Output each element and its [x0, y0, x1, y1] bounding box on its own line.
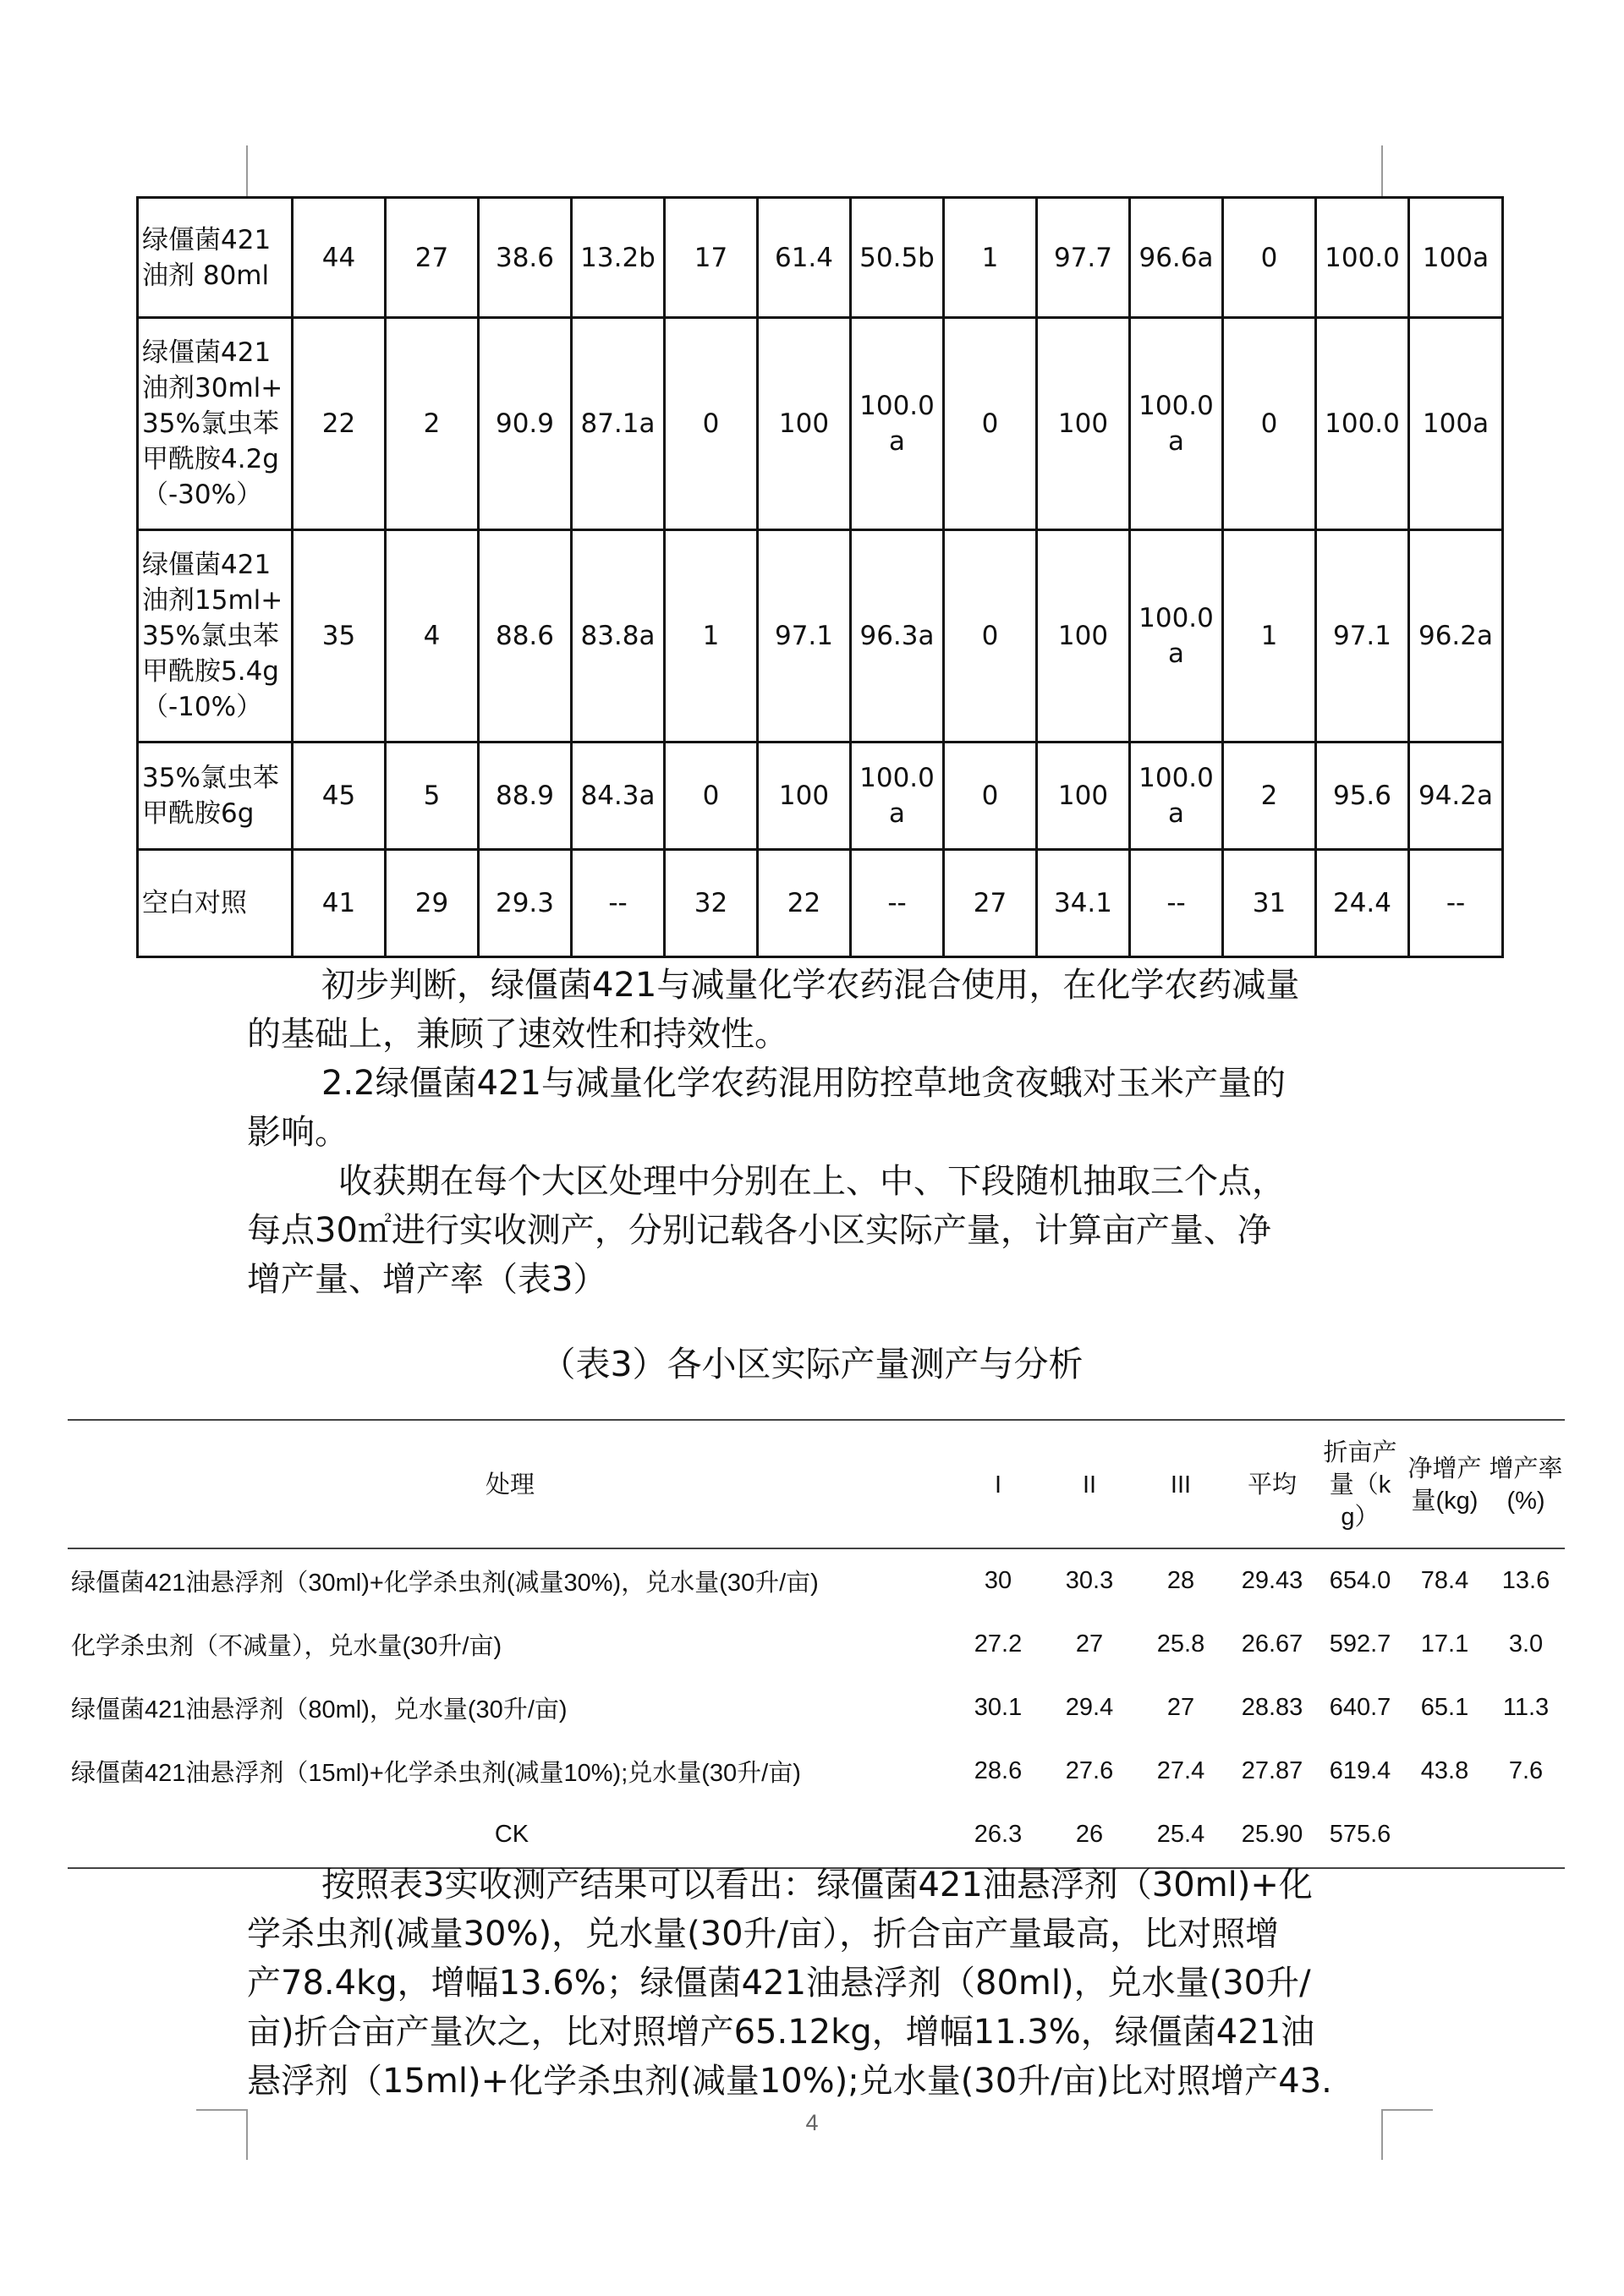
value-cell: 32 — [665, 850, 758, 957]
value-cell: 26 — [1075, 1821, 1104, 1848]
value-cell: 90.9 — [479, 318, 572, 530]
value-cell: 2 — [1223, 743, 1316, 850]
value-cell: 640.7 — [1329, 1694, 1391, 1721]
treatment-cell: 绿僵菌421油悬浮剂（30ml)+化学杀虫剂(减量30%)，兑水量(30升/亩) — [71, 1570, 819, 1597]
header-net-increase: 净增产 量(kg) — [1407, 1455, 1482, 1515]
value-cell: 27.87 — [1241, 1757, 1303, 1784]
value-cell: 2 — [386, 318, 479, 530]
value-cell: 88.9 — [479, 743, 572, 850]
paragraph-conclusion: 初步判断，绿僵菌421与减量化学农药混合使用，在化学农药减量 的基础上，兼顾了速效性和持效性。 — [247, 966, 1300, 1054]
crop-mark-top-left-v — [246, 145, 248, 196]
treatment-cell: 空白对照 — [138, 850, 293, 957]
value-cell: 96.2a — [1409, 530, 1503, 743]
value-cell: 29.43 — [1241, 1567, 1303, 1594]
value-cell: 22 — [758, 850, 851, 957]
body-text-top — [247, 961, 1397, 1304]
value-cell: 654.0 — [1329, 1567, 1391, 1594]
table-row — [68, 1740, 1565, 1803]
value-cell: 0 — [944, 743, 1037, 850]
value-cell: 100.0 a — [1130, 530, 1223, 743]
value-cell: 100 — [758, 743, 851, 850]
value-cell: 5 — [386, 743, 479, 850]
crop-mark-top-right-v — [1381, 145, 1383, 196]
value-cell: 97.7 — [1037, 198, 1130, 318]
value-cell: 619.4 — [1329, 1757, 1391, 1784]
value-cell: 17.1 — [1420, 1630, 1469, 1658]
value-cell: 0 — [665, 743, 758, 850]
value-cell: 27.6 — [1065, 1757, 1114, 1784]
header-rep-3: III — [1170, 1471, 1192, 1499]
value-cell: 78.4 — [1420, 1567, 1469, 1594]
value-cell: 25.4 — [1156, 1821, 1205, 1848]
value-cell: 94.2a — [1409, 743, 1503, 850]
value-cell: 96.6a — [1130, 198, 1223, 318]
value-cell: 31 — [1223, 850, 1316, 957]
treatment-cell: 绿僵菌421 油剂30ml+ 35%氯虫苯 甲酰胺4.2g （-30%） — [138, 318, 293, 530]
value-cell: 96.3a — [851, 530, 944, 743]
value-cell: 27 — [386, 198, 479, 318]
table3-header-row — [68, 1421, 1565, 1549]
value-cell: 97.1 — [758, 530, 851, 743]
value-cell: 45 — [293, 743, 386, 850]
value-cell: 50.5b — [851, 198, 944, 318]
value-cell: 100a — [1409, 198, 1503, 318]
table-row — [138, 530, 1503, 743]
value-cell: 26.67 — [1241, 1630, 1303, 1658]
treatment-cell: 绿僵菌421油悬浮剂（15ml)+化学杀虫剂(减量10%);兑水量(30升/亩) — [71, 1760, 801, 1787]
table-row — [68, 1676, 1565, 1740]
value-cell: 7.6 — [1508, 1757, 1544, 1784]
value-cell: 100.0 — [1316, 318, 1409, 530]
value-cell: -- — [1409, 850, 1503, 957]
header-yield: 折亩产 量（k g） — [1323, 1439, 1397, 1531]
value-cell: 83.8a — [572, 530, 665, 743]
value-cell: 95.6 — [1316, 743, 1409, 850]
efficacy-table — [136, 196, 1504, 958]
page-number: 4 — [805, 2110, 819, 2135]
value-cell: 27 — [1075, 1630, 1104, 1658]
value-cell: 100 — [1037, 530, 1130, 743]
value-cell: 61.4 — [758, 198, 851, 318]
value-cell: 22 — [293, 318, 386, 530]
value-cell: 1 — [944, 198, 1037, 318]
value-cell: 27.4 — [1156, 1757, 1205, 1784]
value-cell — [1487, 1803, 1565, 1866]
body-text-bottom — [247, 1860, 1397, 2106]
header-increase-rate: 增产率 (%) — [1489, 1455, 1563, 1515]
value-cell: 11.3 — [1502, 1694, 1550, 1721]
value-cell: 13.6 — [1501, 1567, 1550, 1594]
table-row — [68, 1549, 1565, 1613]
header-rep-1: I — [994, 1471, 1002, 1499]
table-row — [138, 318, 1503, 530]
paragraph-results: 按照表3实收测产结果可以看出：绿僵菌421油悬浮剂（30ml)+化 学杀虫剂(减量30%)，兑水量(30升/亩），折合亩产量最高，比对照增 产78.4kg，增幅13.6%；绿僵菌421油悬浮剂（80ml)，兑水量(30升/ 亩)折合亩产量次之，比对照增产65.12kg，增幅11.3%，绿僵菌421油 悬浮剂（15ml)+化学杀虫剂(减量10%);兑水量(30升/亩)比对照增产43. — [247, 1866, 1332, 2101]
value-cell: 44 — [293, 198, 386, 318]
value-cell: 0 — [665, 318, 758, 530]
table-row — [68, 1613, 1565, 1676]
value-cell: 25.90 — [1241, 1821, 1303, 1848]
value-cell — [1402, 1803, 1487, 1866]
value-cell: 100 — [758, 318, 851, 530]
treatment-cell: 化学杀虫剂（不减量），兑水量(30升/亩) — [71, 1633, 502, 1660]
value-cell: 100a — [1409, 318, 1503, 530]
value-cell: 24.4 — [1316, 850, 1409, 957]
table-row — [138, 850, 1503, 957]
value-cell: 100 — [1037, 318, 1130, 530]
value-cell: 34.1 — [1037, 850, 1130, 957]
value-cell: 27.2 — [974, 1630, 1023, 1658]
value-cell: 26.3 — [974, 1821, 1023, 1848]
value-cell: 100 — [1037, 743, 1130, 850]
value-cell: -- — [851, 850, 944, 957]
value-cell: 4 — [386, 530, 479, 743]
value-cell: -- — [1130, 850, 1223, 957]
value-cell: 88.6 — [479, 530, 572, 743]
value-cell: 28.83 — [1241, 1694, 1303, 1721]
value-cell: 27 — [1166, 1694, 1195, 1721]
value-cell: 100.0 a — [851, 318, 944, 530]
value-cell: 100.0 — [1316, 198, 1409, 318]
value-cell: 38.6 — [479, 198, 572, 318]
value-cell: 3.0 — [1508, 1630, 1544, 1658]
value-cell: 30 — [984, 1567, 1012, 1594]
value-cell: 17 — [665, 198, 758, 318]
value-cell: 28 — [1166, 1567, 1195, 1594]
value-cell: -- — [572, 850, 665, 957]
value-cell: 100.0 a — [1130, 318, 1223, 530]
table-row — [138, 198, 1503, 318]
value-cell: 100.0 a — [851, 743, 944, 850]
table-row — [138, 743, 1503, 850]
value-cell: 29.3 — [479, 850, 572, 957]
value-cell: 592.7 — [1329, 1630, 1391, 1658]
value-cell: 30.1 — [974, 1694, 1023, 1721]
treatment-cell: 绿僵菌421 油剂 80ml — [138, 198, 293, 318]
value-cell: 27 — [944, 850, 1037, 957]
value-cell: 97.1 — [1316, 530, 1409, 743]
header-treatment: 处理 — [485, 1471, 535, 1499]
treatment-cell: 绿僵菌421油悬浮剂（80ml)，兑水量(30升/亩) — [71, 1696, 568, 1723]
treatment-cell: 35%氯虫苯 甲酰胺6g — [138, 743, 293, 850]
value-cell: 0 — [944, 318, 1037, 530]
value-cell: 25.8 — [1156, 1630, 1205, 1658]
header-average: 平均 — [1247, 1471, 1297, 1499]
value-cell: 29.4 — [1065, 1694, 1114, 1721]
value-cell: 35 — [293, 530, 386, 743]
value-cell: 65.1 — [1420, 1694, 1469, 1721]
value-cell: 29 — [386, 850, 479, 957]
value-cell: 0 — [1223, 198, 1316, 318]
value-cell: 28.6 — [974, 1757, 1023, 1784]
value-cell: 43.8 — [1420, 1757, 1469, 1784]
value-cell: 1 — [665, 530, 758, 743]
value-cell: 41 — [293, 850, 386, 957]
value-cell: 30.3 — [1065, 1567, 1114, 1594]
value-cell: 0 — [944, 530, 1037, 743]
value-cell: 575.6 — [1329, 1821, 1391, 1848]
treatment-cell: CK — [494, 1821, 529, 1848]
header-rep-2: II — [1082, 1471, 1097, 1499]
value-cell: 87.1a — [572, 318, 665, 530]
table-row — [68, 1803, 1565, 1866]
paragraph-method: 收获期在每个大区处理中分别在上、中、下段随机抽取三个点， 每点30㎡进行实收测产，分别记载各小区实际产量，计算亩产量、净 增产量、增产率（表3） — [247, 1162, 1286, 1299]
value-cell: 100.0 a — [1130, 743, 1223, 850]
section-heading-2-2: 2.2绿僵菌421与减量化学农药混用防控草地贪夜蛾对玉米产量的 影响。 — [247, 1064, 1286, 1152]
value-cell: 0 — [1223, 318, 1316, 530]
treatment-cell: 绿僵菌421 油剂15ml+ 35%氯虫苯 甲酰胺5.4g （-10%） — [138, 530, 293, 743]
value-cell: 84.3a — [572, 743, 665, 850]
value-cell: 13.2b — [572, 198, 665, 318]
table3-caption: （表3）各小区实际产量测产与分析 — [540, 1344, 1084, 1384]
value-cell: 1 — [1223, 530, 1316, 743]
